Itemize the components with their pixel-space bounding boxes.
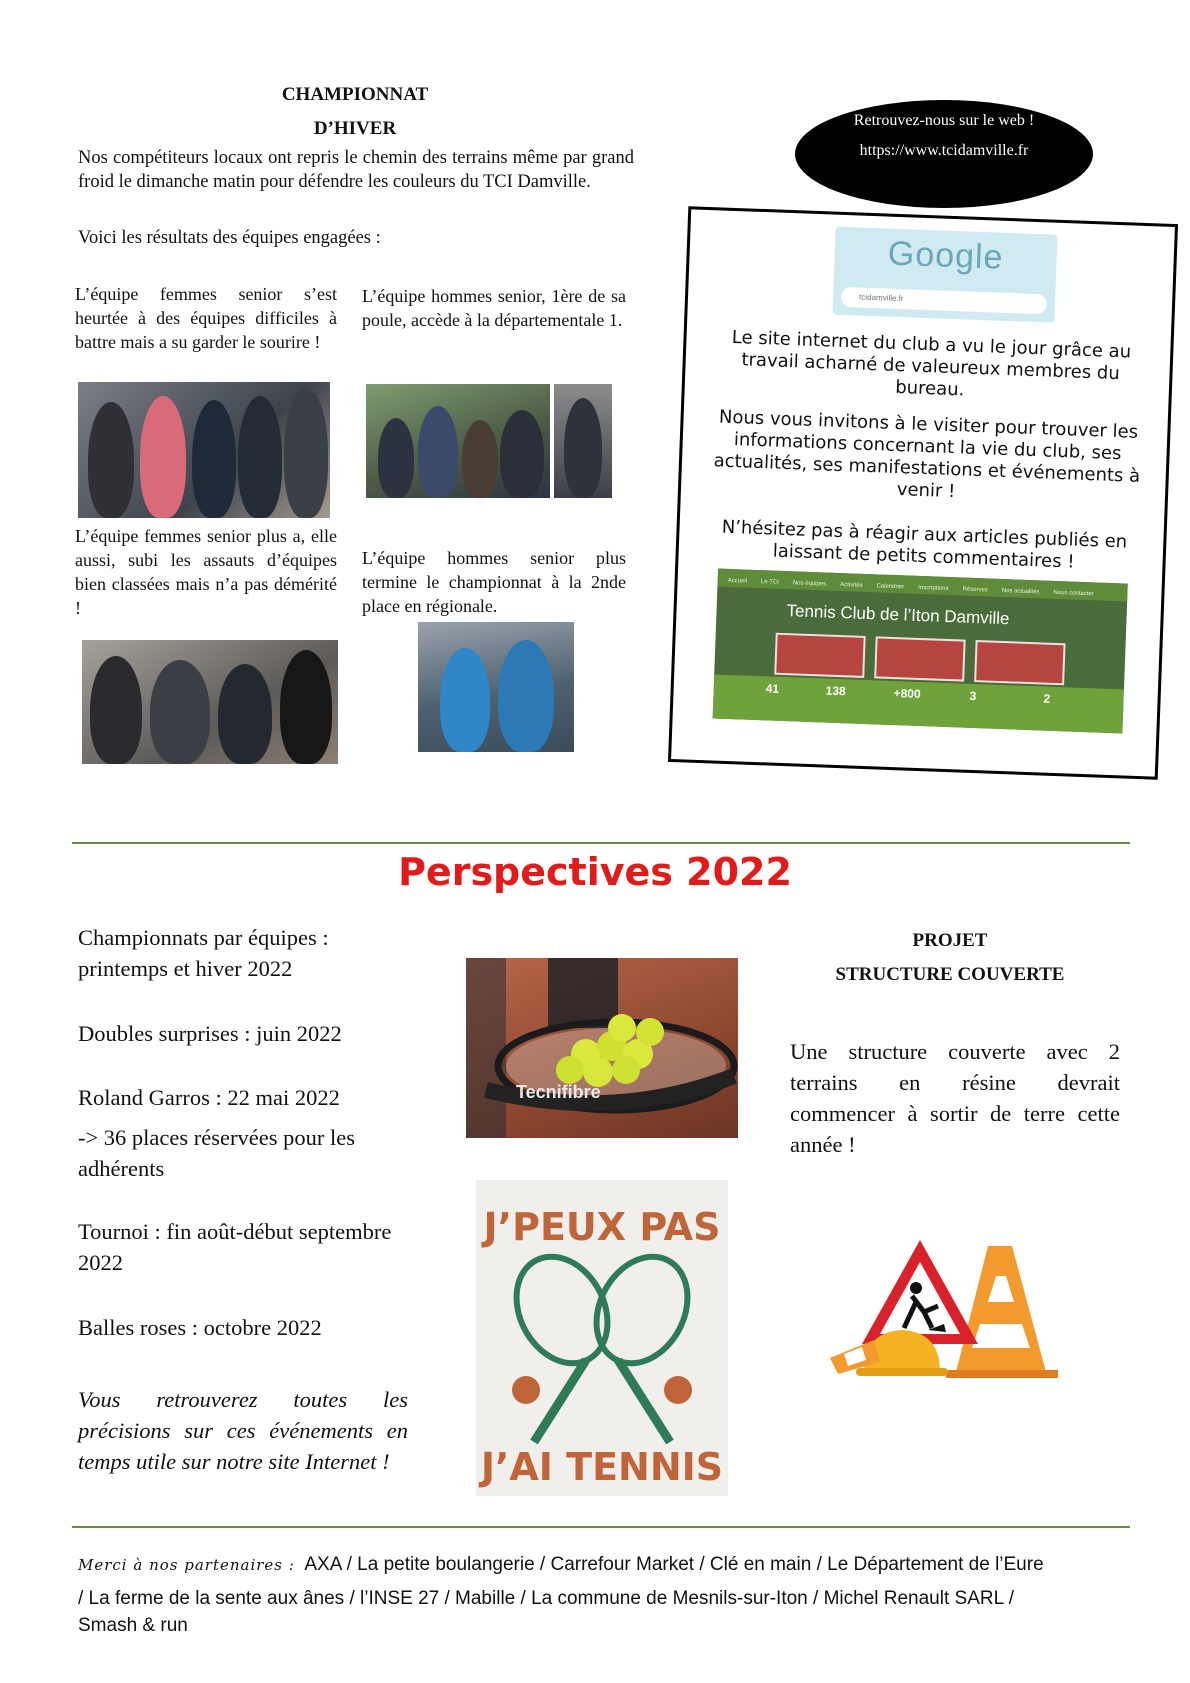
road-sign-icon	[862, 1240, 978, 1344]
website-card	[668, 206, 1178, 780]
tennis-court	[874, 636, 965, 681]
perspective-item-tournoi: Tournoi : fin août-début septembre 2022	[78, 1219, 392, 1275]
team-photo-hommes-senior-portrait	[554, 384, 612, 498]
team-photo-femmes-senior	[78, 382, 330, 518]
website-nav-item: Accueil	[727, 577, 748, 585]
tennis-balls-illustration	[466, 958, 738, 1138]
championnat-intro: Nos compétiteurs locaux ont repris le chemin des terrains même par grand froid le dimanche matin pour défendre les couleurs du TCI Damville.	[78, 148, 634, 192]
partners-footer	[78, 1548, 1118, 1637]
website-hero-title: Tennis Club de l’Iton Damville	[786, 601, 1010, 629]
perspective-item-championnats: Championnats par équipes : printemps et hiver 2022	[78, 925, 329, 981]
google-search-field: tcidamville.fr	[841, 287, 1048, 315]
website-nav-item: Nos actualités	[1001, 587, 1040, 596]
team-text-femmes-senior: L’équipe femmes senior s’est heurtée à des équipes difficiles à battre mais a su garder le sourire !	[75, 284, 337, 352]
projet-title	[800, 924, 1100, 992]
traffic-cone-icon	[946, 1246, 1058, 1378]
website-paragraph-3: N’hésitez pas à réagir aux articles publiés en laissant de petits commentaires !	[721, 516, 1128, 573]
tennis-racket-brand: Tecnifibre	[516, 1082, 601, 1102]
roadworks-illustration	[828, 1232, 1078, 1382]
championnat-voici: Voici les résultats des équipes engagées :	[78, 228, 381, 248]
perspective-item-roland-garros: Roland Garros : 22 mai 2022	[78, 1085, 340, 1110]
website-stat: 138	[825, 683, 846, 699]
google-search-screenshot	[832, 227, 1057, 323]
website-nav-item: Activités	[840, 582, 863, 589]
section-divider	[72, 842, 1130, 844]
website-paragraph-2: Nous vous invitons à le visiter pour trouver les informations concernant la vie du club, ses actualités, ses manifestations et événements à venir !	[713, 406, 1141, 503]
championnat-title-line2: D’HIVER	[313, 118, 397, 139]
web-badge	[795, 100, 1093, 208]
projet-title-line2: STRUCTURE COUVERTE	[835, 964, 1065, 985]
web-badge-url[interactable]: https://www.tcidamville.fr	[859, 142, 1029, 159]
team-text-femmes-senior-plus: L’équipe femmes senior plus a, elle aussi, subi les assauts d’équipes bien classées mais n’a pas démérité !	[75, 526, 337, 618]
website-nav-item: Nos équipes	[792, 580, 827, 588]
website-stat: 2	[1043, 691, 1051, 706]
website-screenshot	[713, 569, 1128, 734]
projet-title-line1: PROJET	[912, 930, 988, 951]
crossed-rackets-icon	[499, 1241, 706, 1442]
jpeux-pas-jai-tennis-illustration	[476, 1180, 728, 1496]
perspectives-title: Perspectives 2022	[398, 850, 792, 894]
website-paragraph-1: Le site internet du club a vu le jour grâce au travail acharné de valeureux membres du bureau.	[731, 326, 1132, 401]
projet-text: Une structure couverte avec 2 terrains en résine devrait commencer à sortir de terre cette année !	[790, 1039, 1120, 1157]
website-stat: +800	[893, 686, 921, 702]
partners-list-3: Smash & run	[78, 1615, 188, 1636]
web-badge-line1: Retrouvez-nous sur le web !	[853, 112, 1035, 129]
partners-list-1: AXA / La petite boulangerie / Carrefour Market / Clé en main / Le Département de l’Eure	[304, 1554, 1044, 1575]
website-stat: 3	[969, 688, 977, 704]
championnat-title-line1: CHAMPIONNAT	[281, 84, 429, 105]
jpeux-top-text: J’PEUX PAS	[483, 1205, 721, 1249]
perspective-item-balles-roses: Balles roses : octobre 2022	[78, 1315, 322, 1340]
partners-label: Merci à nos partenaires :	[78, 1556, 295, 1574]
google-logo: Google	[887, 234, 1005, 277]
team-text-hommes-senior: L’équipe hommes senior, 1ère de sa poule, accède à la départementale 1.	[362, 286, 626, 330]
website-nav	[717, 569, 1127, 602]
website-nav-item: Inscriptions	[918, 584, 949, 592]
partners-list-2: / La ferme de la sente aux ânes / l’INSE 27 / Mabille / La commune de Mesnils-sur-Iton / Michel Renault SARL /	[78, 1588, 1015, 1609]
jpeux-bottom-text: J’AI TENNIS	[480, 1445, 724, 1489]
team-text-hommes-senior-plus: L’équipe hommes senior plus termine le championnat à la 2nde place en régionale.	[362, 548, 626, 616]
tennis-court	[974, 640, 1065, 685]
tennis-court	[774, 633, 865, 678]
website-nav-item: Réservez	[962, 586, 988, 594]
website-stat: 41	[765, 681, 780, 696]
team-photo-femmes-senior-plus	[82, 640, 338, 764]
website-nav-item: Calendrier	[876, 583, 905, 591]
perspective-item-places: -> 36 places réservées pour les adhérents	[78, 1125, 355, 1181]
footer-divider	[72, 1526, 1130, 1528]
partners-line-1	[78, 1548, 1118, 1582]
website-nav-item: Nous contacter	[1053, 589, 1094, 598]
website-nav-item: Le TCI	[760, 579, 779, 586]
championnat-title	[180, 78, 530, 146]
tennis-balls-photo	[466, 958, 738, 1138]
team-photo-hommes-senior-plus	[418, 622, 574, 752]
perspective-item-doubles: Doubles surprises : juin 2022	[78, 1021, 342, 1046]
perspectives-closing: Vous retrouverez toutes les précisions sur ces événements en temps utile sur notre site Internet !	[78, 1387, 408, 1474]
team-photo-hommes-senior	[366, 384, 550, 498]
